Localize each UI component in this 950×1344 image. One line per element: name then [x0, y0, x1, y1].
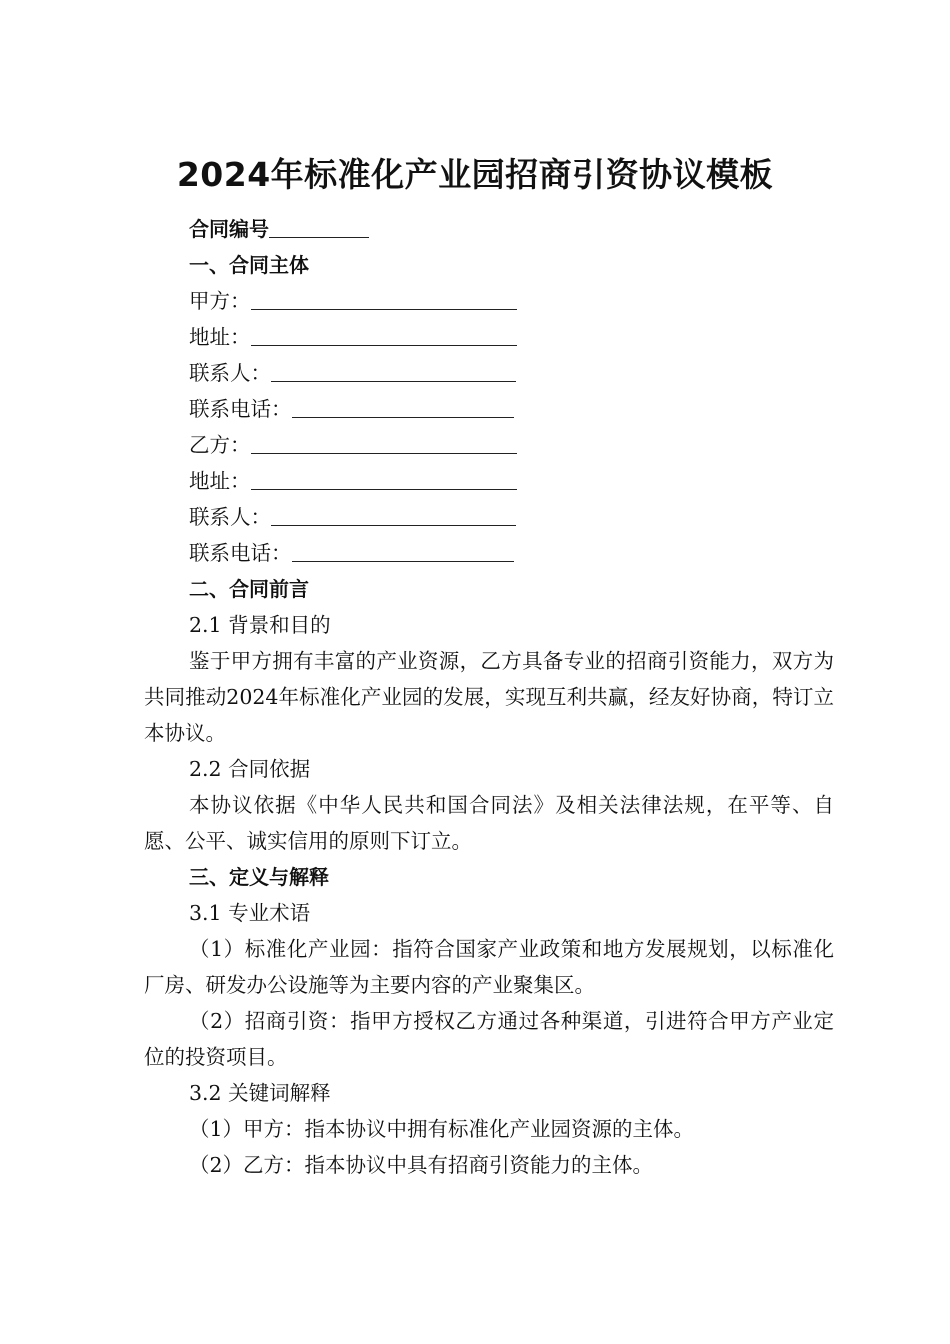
- phone-a-blank: [292, 395, 514, 418]
- section-2-heading: 二、合同前言: [189, 577, 309, 601]
- section-3-heading: 三、定义与解释: [189, 865, 329, 889]
- section-1-heading: 一、合同主体: [189, 253, 309, 277]
- address-a-line: [144, 319, 834, 355]
- address-a-label: 地址：: [189, 325, 251, 349]
- phone-b-label: 联系电话：: [189, 541, 292, 565]
- contract-number-blank: [269, 215, 369, 238]
- contact-a-blank: [271, 359, 516, 382]
- subsection-2-1-title: 2.1 背景和目的: [189, 613, 331, 637]
- keyword-party-a: （1）甲方：指本协议中拥有标准化产业园资源的主体。: [189, 1117, 695, 1141]
- party-a-label: 甲方：: [189, 289, 251, 313]
- party-b-line: [144, 427, 834, 463]
- subsection-2-2-title: 2.2 合同依据: [189, 757, 311, 781]
- subsection-3-1-title: 3.1 专业术语: [189, 901, 311, 925]
- party-b-label: 乙方：: [189, 433, 251, 457]
- phone-a-line: [144, 391, 834, 427]
- address-b-label: 地址：: [189, 469, 251, 493]
- keyword-party-b: （2）乙方：指本协议中具有招商引资能力的主体。: [189, 1153, 654, 1177]
- party-a-line: [144, 283, 834, 319]
- address-b-line: [144, 463, 834, 499]
- contact-b-blank: [271, 503, 516, 526]
- party-b-blank: [251, 431, 517, 454]
- document-title: 2024年标准化产业园招商引资协议模板: [176, 155, 774, 194]
- party-a-blank: [251, 287, 517, 310]
- address-b-blank: [251, 467, 517, 490]
- basis-paragraph: 本协议依据《中华人民共和国合同法》及相关法律法规，在平等、自愿、公平、诚实信用的原则下订立。: [144, 793, 834, 853]
- term-industrial-park: （1）标准化产业园：指符合国家产业政策和地方发展规划，以标准化厂房、研发办公设施等为主要内容的产业聚集区。: [144, 937, 834, 997]
- contract-number-line: [144, 211, 834, 247]
- contact-a-label: 联系人：: [189, 361, 271, 385]
- phone-a-label: 联系电话：: [189, 397, 292, 421]
- phone-b-blank: [292, 539, 514, 562]
- document-body: [144, 211, 834, 1183]
- term-investment-attraction: （2）招商引资：指甲方授权乙方通过各种渠道，引进符合甲方产业定位的投资项目。: [144, 1009, 834, 1069]
- contract-number-label: 合同编号: [189, 217, 269, 241]
- contact-a-line: [144, 355, 834, 391]
- address-a-blank: [251, 323, 517, 346]
- subsection-3-2-title: 3.2 关键词解释: [189, 1081, 331, 1105]
- contact-b-line: [144, 499, 834, 535]
- contact-b-label: 联系人：: [189, 505, 271, 529]
- phone-b-line: [144, 535, 834, 571]
- background-paragraph: 鉴于甲方拥有丰富的产业资源，乙方具备专业的招商引资能力，双方为共同推动2024年标准化产业园的发展，实现互利共赢，经友好协商，特订立本协议。: [144, 649, 834, 745]
